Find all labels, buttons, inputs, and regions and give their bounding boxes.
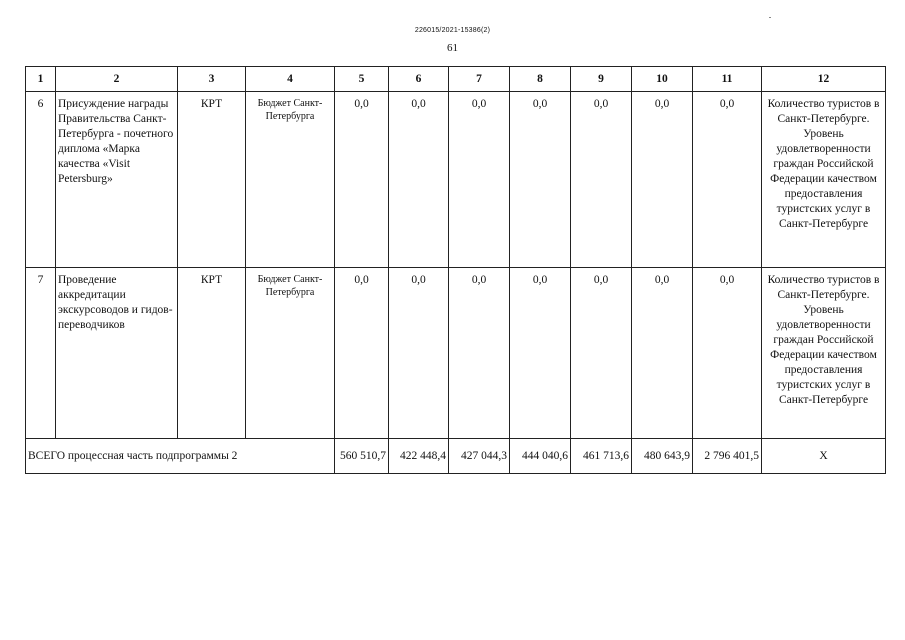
total-value: 560 510,7 — [335, 439, 389, 474]
total-value: 444 040,6 — [510, 439, 571, 474]
total-row — [26, 439, 886, 474]
column-header: 7 — [449, 67, 510, 92]
activity-name: Присуждение награды Правительства Санкт-Петербурга - почетного диплома «Марка качества «Visit Petersburg» — [56, 92, 178, 268]
page-number: 61 — [447, 42, 458, 54]
column-header: 10 — [632, 67, 693, 92]
value-cell: 0,0 — [693, 92, 762, 268]
total-value: 2 796 401,5 — [693, 439, 762, 474]
executor: КРТ — [178, 92, 246, 268]
row-number: 6 — [26, 92, 56, 268]
document-reference: 226015/2021-15386(2) — [414, 27, 491, 34]
table-row — [26, 268, 886, 439]
total-value: 422 448,4 — [389, 439, 449, 474]
value-cell: 0,0 — [335, 92, 389, 268]
header-row — [26, 67, 886, 92]
value-cell: 0,0 — [510, 92, 571, 268]
row-number: 7 — [26, 268, 56, 439]
total-value: 461 713,6 — [571, 439, 632, 474]
total-indicator: Х — [762, 439, 886, 474]
column-header: 6 — [389, 67, 449, 92]
scan-speck — [769, 17, 771, 18]
indicator: Количество туристов в Санкт-Петербурге. Уровень удовлетворенности граждан Российской Федерации качеством предоставления туристских услуг в Санкт-Петербурге — [762, 92, 886, 268]
column-header: 9 — [571, 67, 632, 92]
indicator: Количество туристов в Санкт-Петербурге. Уровень удовлетворенности граждан Российской Федерации качеством предоставления туристских услуг в Санкт-Петербурге — [762, 268, 886, 439]
value-cell: 0,0 — [632, 92, 693, 268]
value-cell: 0,0 — [571, 268, 632, 439]
column-header: 2 — [56, 67, 178, 92]
value-cell: 0,0 — [449, 92, 510, 268]
column-header: 1 — [26, 67, 56, 92]
table-row — [26, 92, 886, 268]
activity-name: Проведение аккредитации экскурсоводов и гидов-переводчиков — [56, 268, 178, 439]
value-cell: 0,0 — [693, 268, 762, 439]
total-value: 427 044,3 — [449, 439, 510, 474]
funding-source: Бюджет Санкт-Петербурга — [246, 268, 335, 439]
total-value: 480 643,9 — [632, 439, 693, 474]
total-label: ВСЕГО процессная часть подпрограммы 2 — [26, 439, 335, 474]
column-header: 12 — [762, 67, 886, 92]
program-table — [25, 66, 886, 474]
column-header: 8 — [510, 67, 571, 92]
column-header: 3 — [178, 67, 246, 92]
value-cell: 0,0 — [571, 92, 632, 268]
column-header: 5 — [335, 67, 389, 92]
value-cell: 0,0 — [389, 268, 449, 439]
executor: КРТ — [178, 268, 246, 439]
value-cell: 0,0 — [449, 268, 510, 439]
funding-source: Бюджет Санкт-Петербурга — [246, 92, 335, 268]
value-cell: 0,0 — [389, 92, 449, 268]
column-header: 4 — [246, 67, 335, 92]
value-cell: 0,0 — [510, 268, 571, 439]
value-cell: 0,0 — [335, 268, 389, 439]
column-header: 11 — [693, 67, 762, 92]
value-cell: 0,0 — [632, 268, 693, 439]
